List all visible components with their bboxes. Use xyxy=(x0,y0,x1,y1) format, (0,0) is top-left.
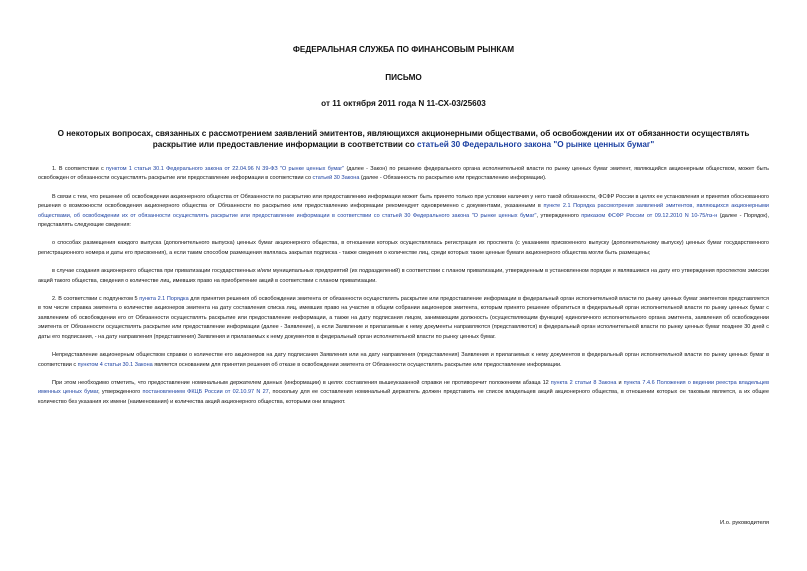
document-date: от 11 октября 2011 года N 11-СХ-03/25603 xyxy=(321,99,486,108)
p5-text-a: 2. В соответствии с подпунктом 5 xyxy=(52,296,138,303)
p7-text-b: и xyxy=(618,379,622,386)
document-topic xyxy=(38,129,769,150)
p2-text-b: , утвержденного xyxy=(536,212,579,219)
p5-link-procedure-2-1[interactable]: пункта 2.1 Порядка xyxy=(139,296,189,303)
topic-text: О некоторых вопросах, связанных с рассмотрением заявлений эмитентов, являющихся акционерными обществами, об освобождении их от обязанности осуществлять раскрытие или предоставление информации в соответствии со xyxy=(57,129,750,149)
signature-line: И.о. руководителя xyxy=(720,520,769,526)
p7-link-article8[interactable]: пункта 2 статьи 8 Закона xyxy=(550,379,617,386)
paragraph-5 xyxy=(38,295,769,342)
paragraph-4: в случае создания акционерного общества при приватизации государственных и/или муниципальных предприятий (их подразделений) в соответствии с планом приватизации, утвержденным в установленном порядке и являвшимся на дату его утверждения проспектом эмиссии акций такого общества, сведения о количестве лиц, имевших право на приобретение акций в соответствии с планом приватизации. xyxy=(38,268,769,284)
p6-link-article30-1[interactable]: пунктом 4 статьи 30.1 Закона xyxy=(77,361,153,368)
p7-link-registry-regulation[interactable]: пункта 7.4.6 Положения о ведении реестра владельцев именных ценных бумаг xyxy=(38,379,769,396)
p7-link-fkcb-resolution[interactable]: постановлением ФКЦБ России от 02.10.97 N 27 xyxy=(142,389,269,396)
paragraph-7 xyxy=(38,379,769,407)
p7-text-c: , утвержденного xyxy=(98,389,141,396)
p6-text-b: является основанием для принятия решения об отказе в освобождении эмитента от Обязанности осуществлять раскрытие или предоставление информации. xyxy=(154,361,562,368)
p1-link-article30[interactable]: статьей 30 Закона xyxy=(312,175,360,182)
paragraph-1 xyxy=(38,165,769,184)
p1-text-c: (далее - Обязанность по раскрытию или предоставлению информации). xyxy=(360,175,547,182)
topic-link[interactable]: статьей 30 Федерального закона "О рынке ценных бумаг" xyxy=(417,139,655,149)
p2-text-c: (далее - Порядок), представлять следующие сведения: xyxy=(38,212,770,229)
p5-text-b: для принятия решения об освобождении эмитента от обязанности осуществлять раскрытие или предоставление информации в федеральный орган исполнительной власти по рынку ценных бумаг эмитентом представляется в том числе справка эмитента о количестве акционеров эмитента на дату составления списка лиц, имевших право на участие в общем собрании акционеров эмитента, которым принято решение обратиться в федеральный орган исполнительной власти по рынку ценных бумаг с заявлением об освобождении его от Обязанности осуществлять раскрытие или предоставление информации, а также на дату подписания лицом, занимающим должность (осуществляющим функции) единоличного исполнительного органа эмитента, заявления об освобождении эмитента от Обязанности осуществлять раскрытие или предоставление информации (далее - Заявление), а если Заявление и прилагаемые к нему документы направляются (представляются) в федеральный орган исполнительной власти по рынку ценных бумаг позднее 30 дней с даты его подписания, - на дату направления (представления) Заявления и прилагаемых к нему документов в федеральный орган исполнительной власти по рынку ценных бумаг. xyxy=(38,296,770,340)
paragraph-2 xyxy=(38,193,769,231)
agency-name: ФЕДЕРАЛЬНАЯ СЛУЖБА ПО ФИНАНСОВЫМ РЫНКАМ xyxy=(292,45,515,54)
paragraph-3: о способах размещения каждого выпуска (дополнительного выпуска) ценных бумаг акционерного общества, в отношении которых осуществлялась регистрация их проспекта (с указанием присвоенного выпуску (дополнительному выпуску) ценных бумаг государственного регистрационного номера и даты его присвоения), а если таким способом размещения являлась закрытая подписка - также сведения о количестве лиц, среди которых такие ценные бумаги акционерного общества могли быть размещены; xyxy=(38,240,769,256)
p2-text-a: В связи с тем, что решение об освобождении акционерного общества от Обязанности по раскрытию или предоставлению информации может быть принято только при условии наличия у него такой обязанности, ФСФР России в целях ее установления и принятия обоснованного решения о возможности освобождения акционерного общества от Обязанности по раскрытию или предоставлению информации рекомендует одновременно с документами, указанными в xyxy=(38,193,769,210)
p6-text-a: Непредставление акционерным обществом справки о количестве его акционеров на дату подписания Заявления или на дату направления (представления) Заявления и прилагаемых к нему документов в федеральный орган исполнительной власти по рынку ценных бумаг в соответствии с xyxy=(38,352,769,368)
p7-text-a: При этом необходимо отметить, что предоставление номинальным держателем данных (информации) в целях составления вышеуказанной справки не противоречит положениям абзаца 12 xyxy=(52,379,549,386)
p2-link-order[interactable]: приказом ФСФР России от 09.12.2010 N 10-75/пз-н xyxy=(581,212,718,219)
p1-link-law[interactable]: пунктом 1 статьи 30.1 Федерального закона от 22.04.96 N 39-ФЗ "О рынке ценных бумаг" xyxy=(106,166,345,172)
paragraph-6 xyxy=(38,351,769,370)
document-type: ПИСЬМО xyxy=(385,73,422,82)
p1-text-a: 1. В соответствии с xyxy=(52,166,104,172)
p2-link-procedure[interactable]: пункте 2.1 Порядка рассмотрения заявлений эмитентов, являющихся акционерными обществами, об освобождении их от обязанности осуществлять раскрытие или предоставление информации в соответствии со статьей 30 Федерального закона "О рынке ценных бумаг" xyxy=(38,203,769,219)
p7-text-d: , поскольку для ее составления номинальный держатель должен представить не список владельцев акций акционерного общества, в отношении которых он таковым является, а их общее количество без указания их имени (наименования) и количества акций акционерного общества, которыми они владеют. xyxy=(38,389,770,405)
p1-text-b: (далее - Закон) по решению федерального органа исполнительной власти по рынку ценных бумаг эмитент, являющийся акционерным обществом, может быть освобожден от обязанности осуществлять раскрытие или предоставление информации в соответствии со xyxy=(38,166,769,182)
